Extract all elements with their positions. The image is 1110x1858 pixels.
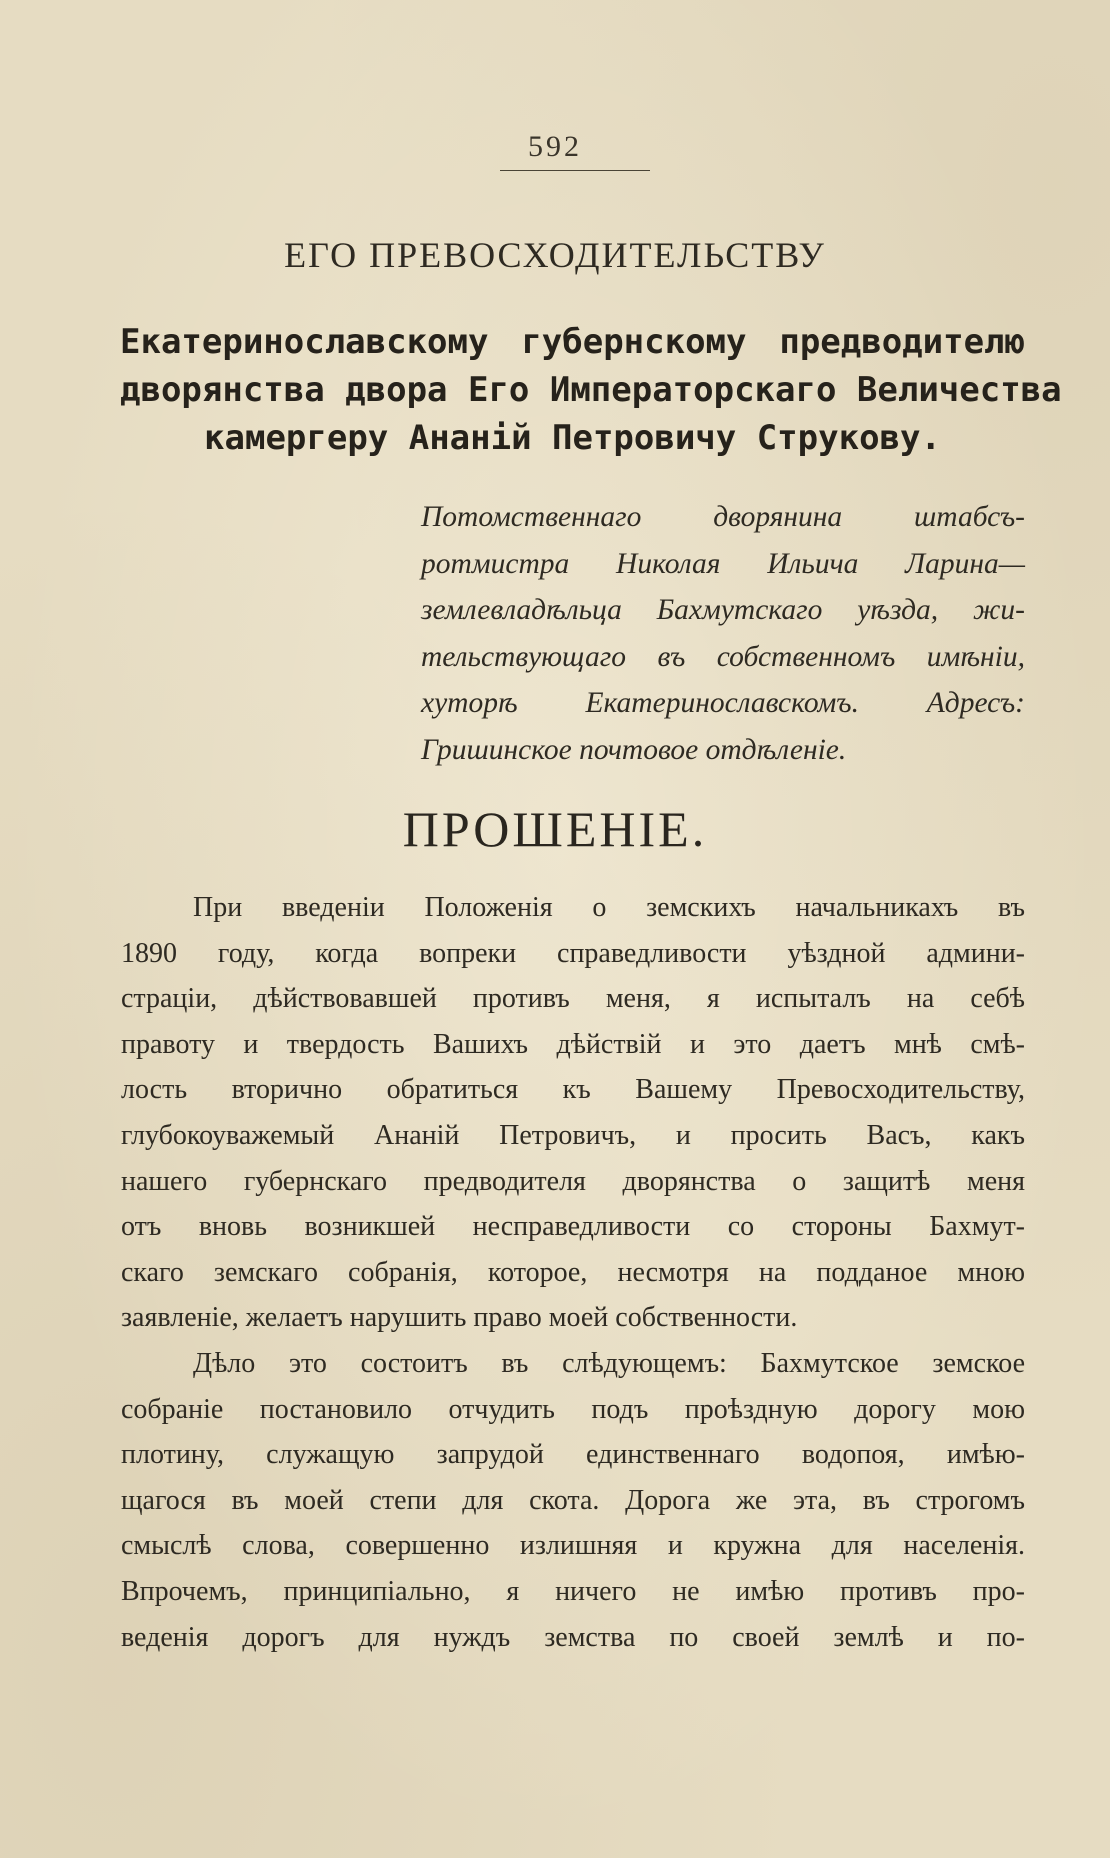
petitioner-line: хуторѣ Екатеринославскомъ. Адресъ: xyxy=(421,687,1025,719)
body-line: Впрочемъ, принципiально, я ничего не имѣю противъ про- xyxy=(121,1575,1025,1607)
body-line: плотину, служащую запрудой единственнаго водопоя, имѣю- xyxy=(121,1439,1025,1471)
body-line: нашего губернскаго предводителя дворянства о защитѣ меня xyxy=(121,1165,1025,1197)
body-line: глубокоуважемый Ананiй Петровичъ, и просить Васъ, какъ xyxy=(121,1119,1025,1151)
petitioner-line: ротмистра Николая Ильича Ларина— xyxy=(421,547,1025,580)
body-line: отъ вновь возникшей несправедливости со стороны Бахмут- xyxy=(121,1211,1025,1243)
body-line: заявленiе, желаетъ нарушить право моей собственности. xyxy=(121,1302,798,1334)
body-line: правоту и твердость Вашихъ дѣйствiй и это даетъ мнѣ смѣ- xyxy=(121,1028,1025,1060)
body-line: смыслѣ слова, совершенно излишняя и кружна для населенiя. xyxy=(121,1530,1025,1562)
addressee-line: Екатеринославскому губернскому предводителю xyxy=(120,322,1025,362)
body-line: При введенiи Положенiя о земскихъ начальникахъ въ xyxy=(193,892,1025,923)
body-line: скаго земскаго собранiя, которое, несмотря на подданое мною xyxy=(121,1256,1025,1288)
addressee-line: дворянства двора Его Императорскаго Величества xyxy=(120,370,1062,410)
petitioner-line: Потомственнаго дворянина штабсъ- xyxy=(421,501,1025,533)
body-line: 1890 году, когда вопреки справедливости уѣздной админи- xyxy=(121,937,1025,969)
page-number: 592 xyxy=(528,130,582,163)
petitioner-line: тельствующаго въ собственномъ имѣнiи, xyxy=(421,640,1025,673)
page-number-rule xyxy=(500,170,650,171)
body-line: веденiя дорогъ для нуждъ земства по своей землѣ и по- xyxy=(121,1621,1025,1653)
addressee-line: камергеру Ананiй Петровичу Струкову. xyxy=(204,418,941,458)
petition-heading: ПРОШЕНIЕ. xyxy=(402,801,708,857)
body-line: собранiе постановило отчудить подъ проѣздную дорогу мою xyxy=(121,1393,1025,1425)
body-line: лость вторично обратиться къ Вашему Превосходительству, xyxy=(121,1074,1025,1106)
body-text xyxy=(121,885,1025,1660)
body-line: щагося въ моей степи для скота. Дорога же эта, въ строгомъ xyxy=(121,1484,1025,1516)
dedication-heading: ЕГО ПРЕВОСХОДИТЕЛЬСТВУ xyxy=(284,235,826,275)
petitioner-line: Гришинское почтовое отдѣленiе. xyxy=(421,733,847,766)
petitioner-block xyxy=(421,494,1025,773)
addressee-block xyxy=(120,318,1062,462)
petitioner-line: землевладѣльца Бахмутскаго уѣзда, жи- xyxy=(421,594,1025,626)
body-line: Дѣло это состоитъ въ слѣдующемъ: Бахмутское земское xyxy=(193,1347,1025,1379)
body-line: страцiи, дѣйствовавшей противъ меня, я испыталъ на себѣ xyxy=(121,983,1025,1015)
